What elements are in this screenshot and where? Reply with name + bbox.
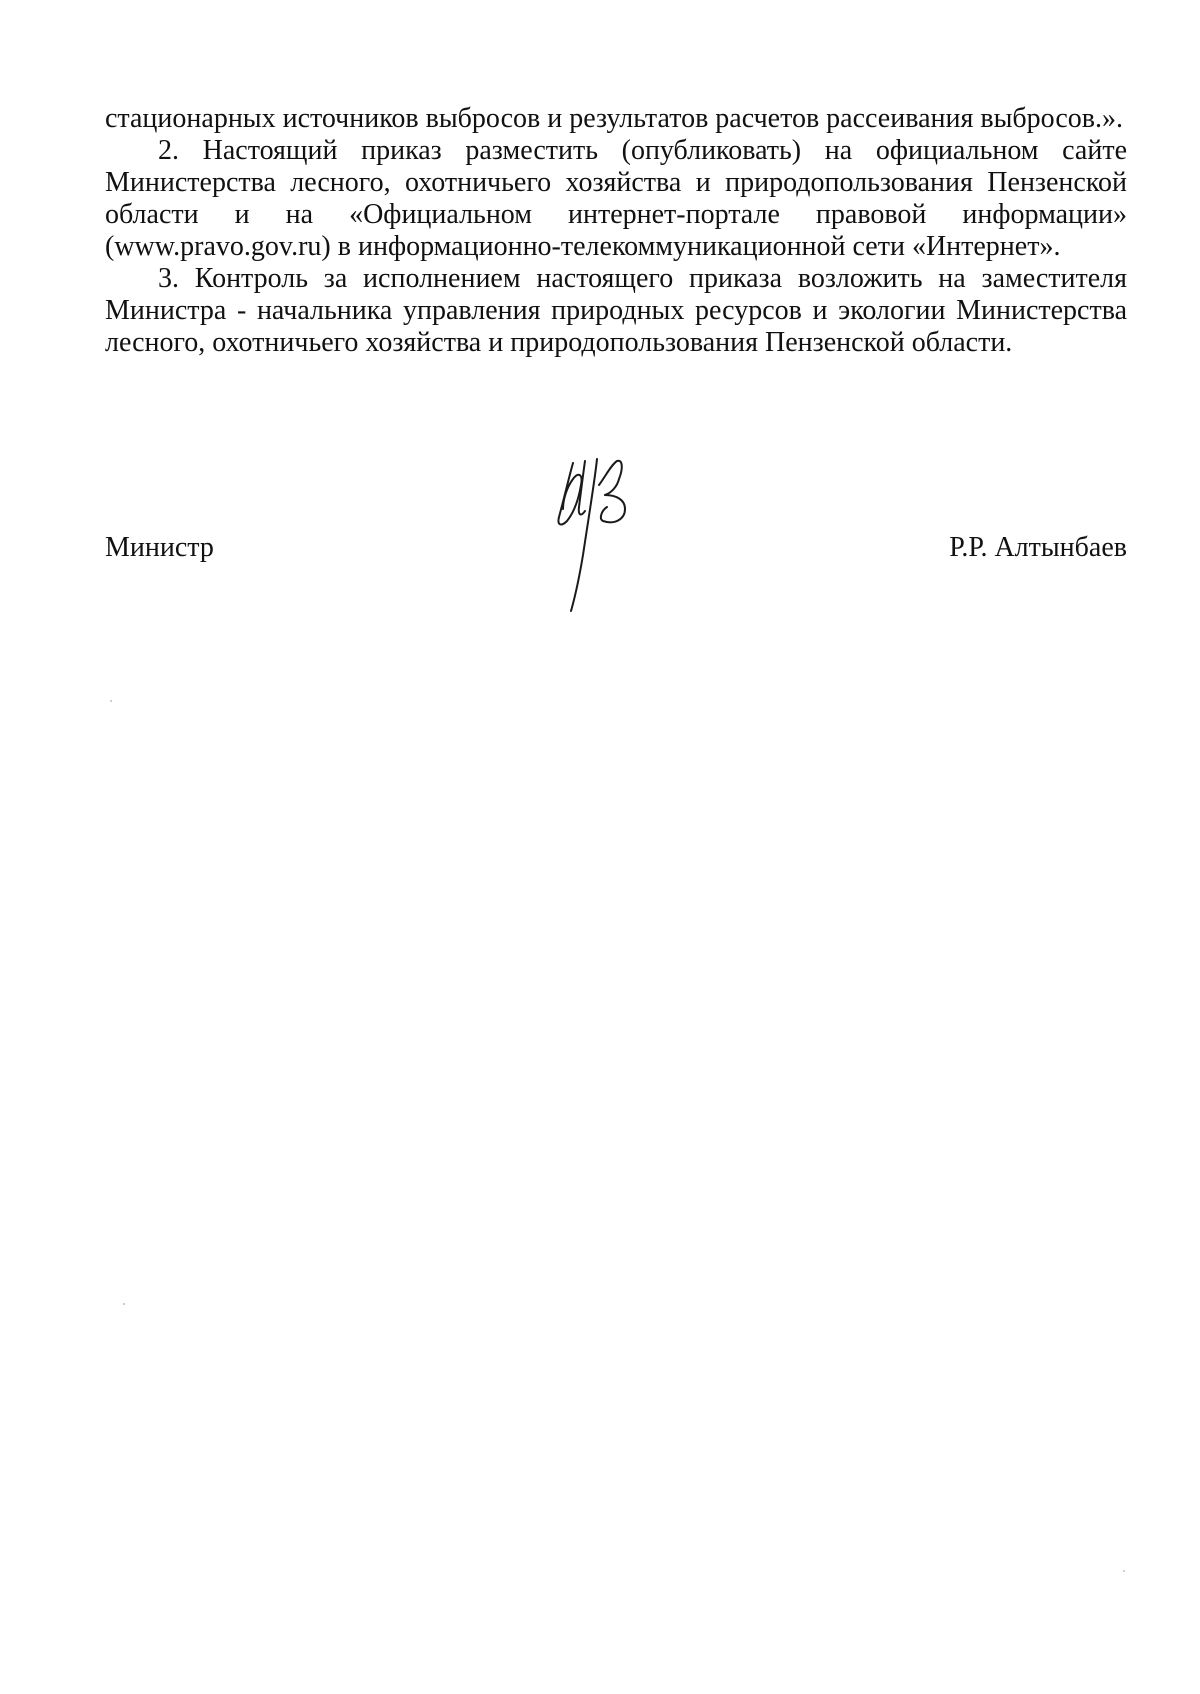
paragraph-continuation: стационарных источников выбросов и результатов расчетов рассеивания выбросов.». bbox=[105, 103, 1123, 134]
handwritten-signature bbox=[545, 455, 655, 615]
scan-speck bbox=[110, 700, 112, 702]
document-body bbox=[105, 103, 1127, 359]
scan-speck bbox=[123, 1303, 125, 1305]
signatory-title: Министр bbox=[105, 532, 214, 563]
paragraph-publication: 2. Настоящий приказ разместить (опубликовать) на официальном сайте Министерства лесного, охотничьего хозяйства и природопользования Пензенской области и на «Официальном интернет-портале правовой информации» (www.pravo.gov.ru) в информационно-телекоммуникационной сети «Интернет». bbox=[105, 135, 1127, 262]
scan-speck bbox=[1123, 1570, 1125, 1572]
paragraph-control: 3. Контроль за исполнением настоящего приказа возложить на заместителя Министра - начальника управления природных ресурсов и экологии Министерства лесного, охотничьего хозяйства и природопользования Пензенской области. bbox=[105, 263, 1127, 358]
signatory-name: Р.Р. Алтынбаев bbox=[949, 532, 1127, 563]
